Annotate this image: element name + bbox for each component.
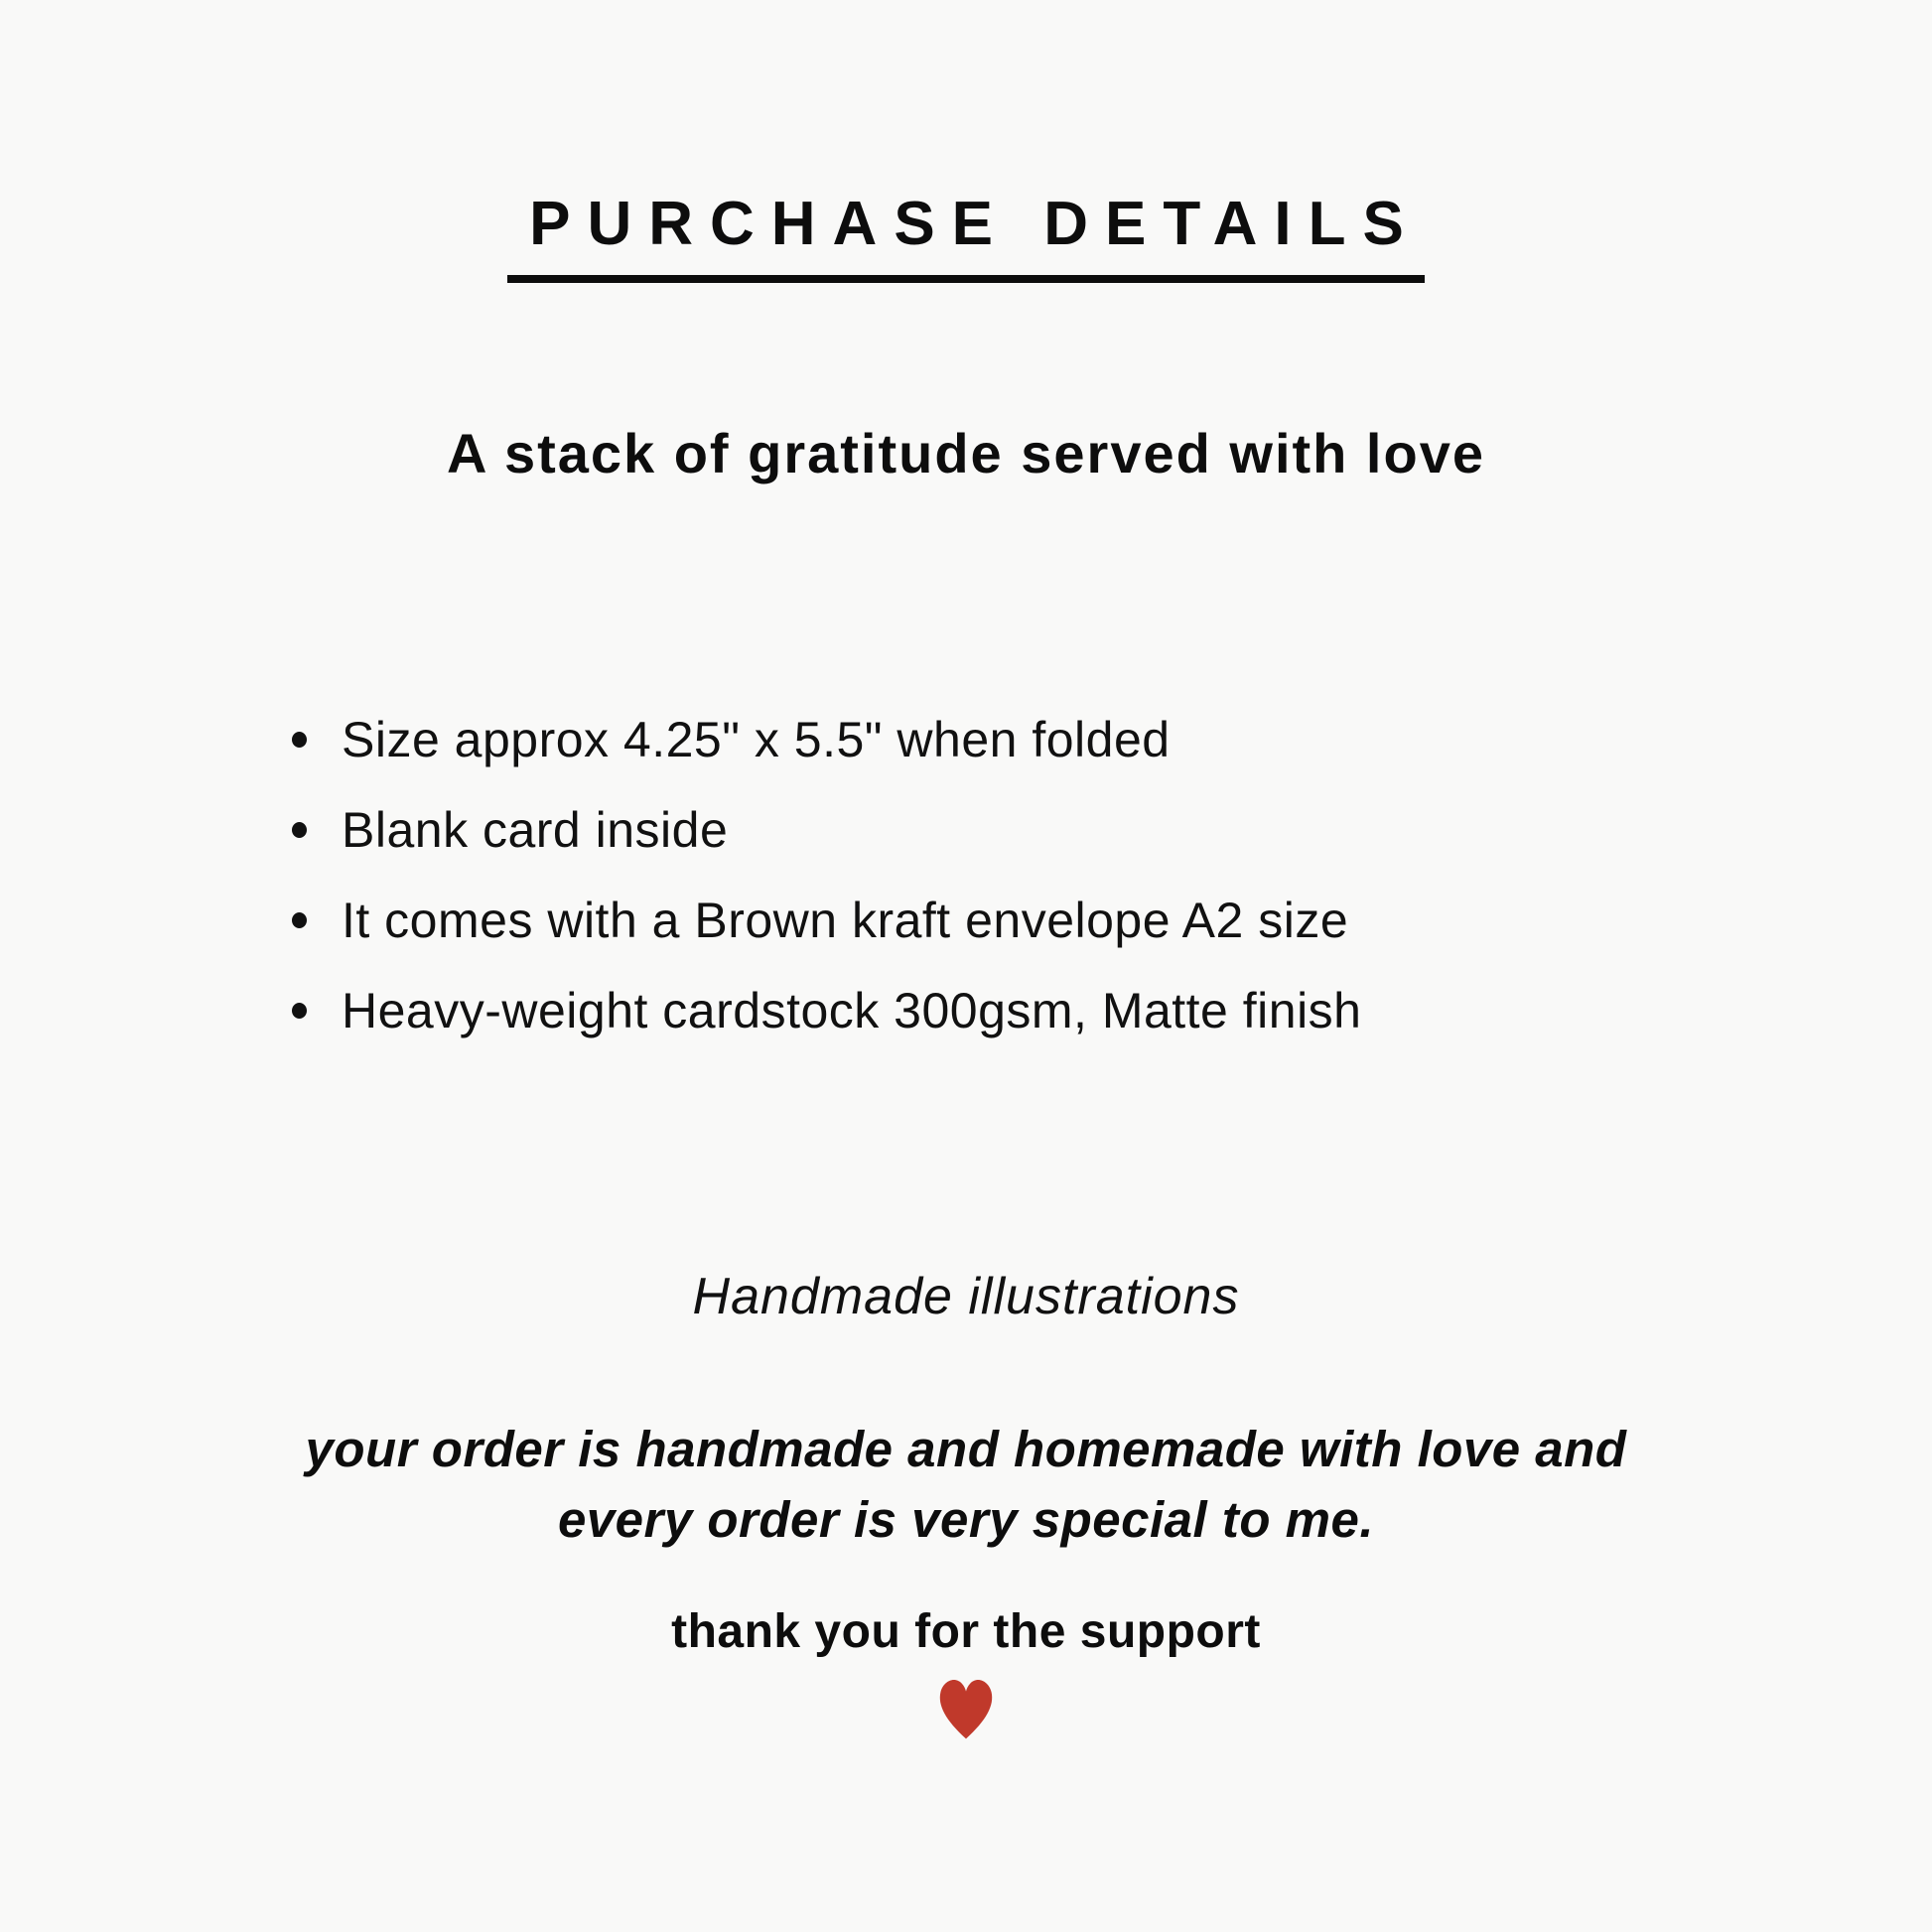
message-line-1: your order is handmade and homemade with love and [305, 1421, 1627, 1477]
list-item-text: Size approx 4.25" x 5.5" when folded [342, 712, 1171, 767]
list-item-text: Blank card inside [342, 802, 729, 858]
list-item-text: Heavy-weight cardstock 300gsm, Matte finish [342, 983, 1362, 1038]
list-item [290, 711, 1753, 768]
list-item-text: It comes with a Brown kraft envelope A2 size [342, 893, 1349, 948]
bullet-dot-icon [292, 912, 307, 928]
message-note [0, 1414, 1932, 1555]
handmade-note: Handmade illustrations [692, 1268, 1240, 1325]
details-list [290, 711, 1753, 1072]
heart-icon [0, 1672, 1932, 1741]
list-item [290, 892, 1753, 949]
page-title: PURCHASE DETAILS [507, 189, 1425, 283]
bullet-dot-icon [292, 822, 307, 838]
tagline: A stack of gratitude served with love [447, 422, 1485, 484]
list-item [290, 982, 1753, 1039]
bullet-dot-icon [292, 732, 307, 748]
message-line-2: every order is very special to me. [557, 1491, 1375, 1548]
thanks-note: thank you for the support [671, 1605, 1261, 1658]
bullet-dot-icon [292, 1003, 307, 1019]
title-wrap [0, 189, 1932, 283]
list-item [290, 801, 1753, 859]
